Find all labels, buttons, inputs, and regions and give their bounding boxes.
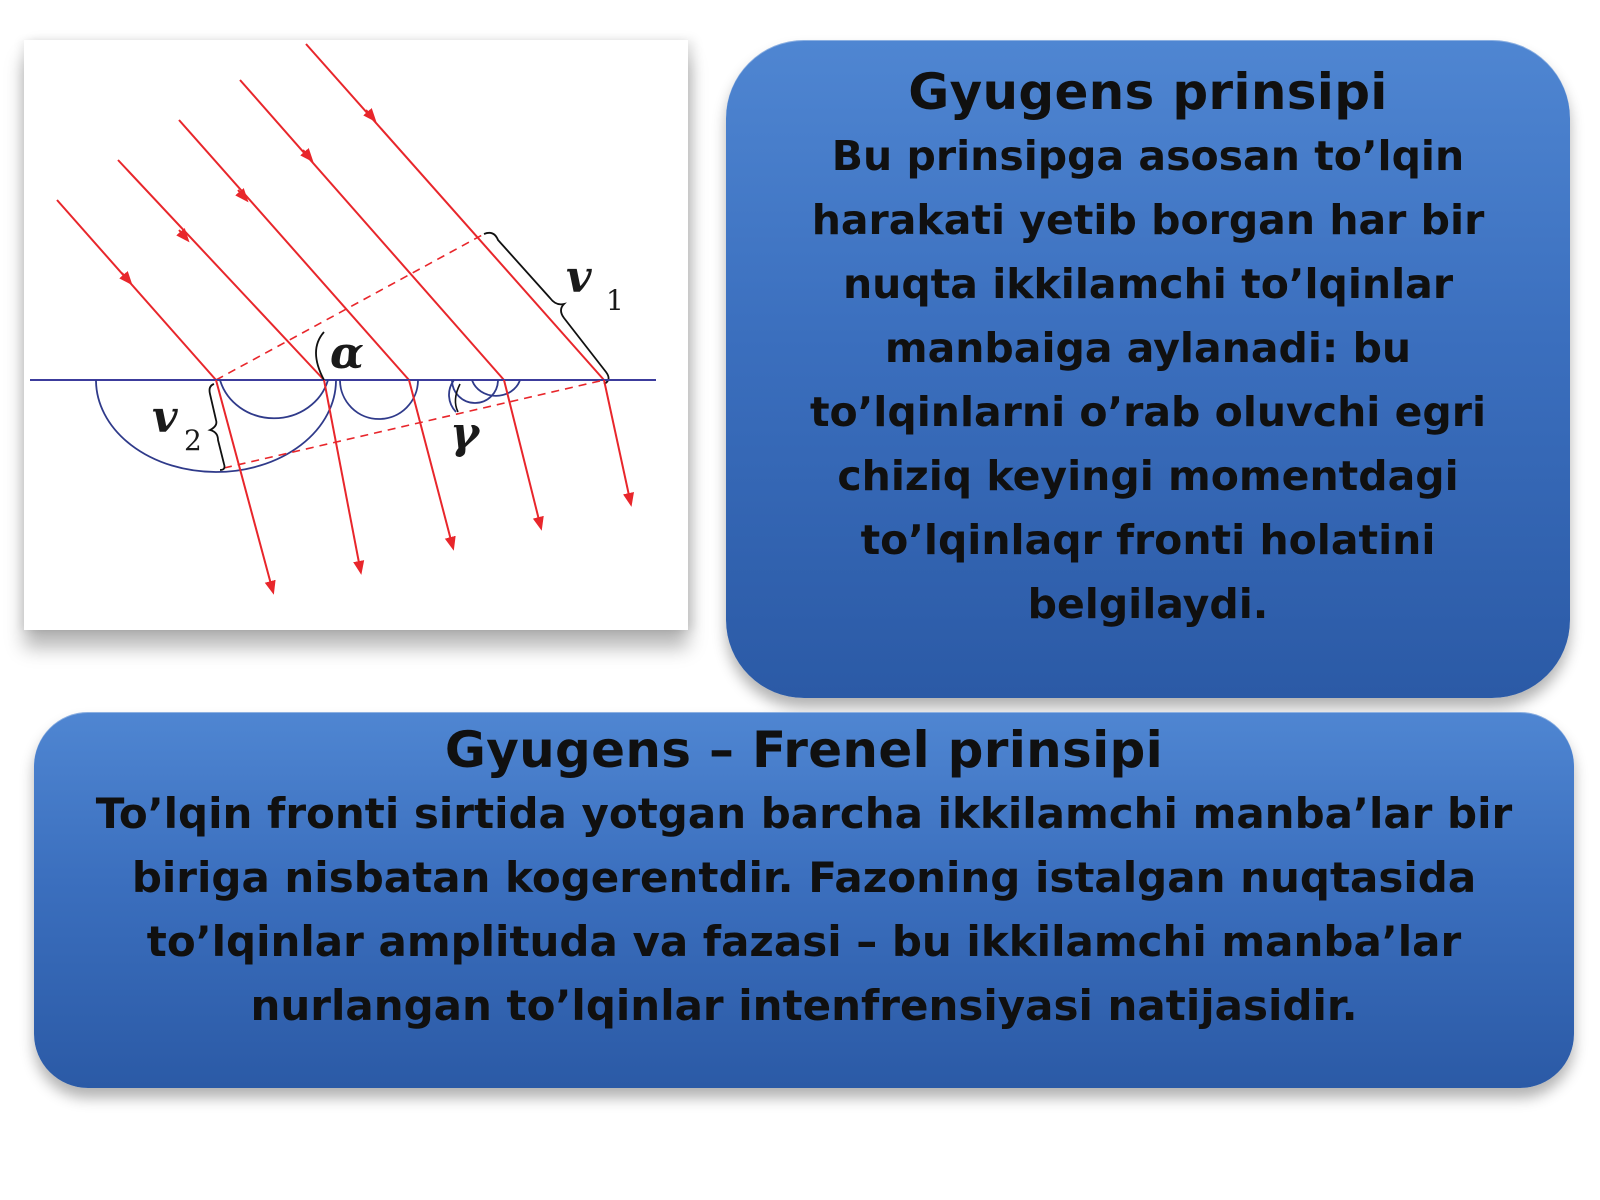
incident-ray-2 [118, 160, 324, 380]
label-gamma: γ [450, 408, 480, 459]
v2-brace [210, 384, 225, 470]
huygens-text: Bu prinsipga asosan to’lqin harakati yetib borgan har bir nuqta ikkilamchi to’lqinlar manbaiga aylanadi: bu to’lqinlarni o’rab oluvchi egri chiziq keyingi momentdagi to’lqinlaqr fronti holatini belgilaydi. [809, 132, 1487, 628]
refracted-ray-5 [604, 380, 630, 500]
refracted-rays [216, 380, 630, 588]
incident-ray-1 [57, 200, 216, 380]
label-alpha: α [330, 328, 364, 379]
refraction-diagram [24, 40, 688, 630]
huygens-title: Gyugens prinsipi [908, 63, 1388, 121]
label-v2-sub: 2 [184, 424, 202, 457]
huygens-fresnel-title: Gyugens – Frenel prinsipi [444, 721, 1164, 779]
incident-ray-4 [240, 80, 504, 380]
wavelet-4 [452, 380, 498, 403]
wavelet-3 [340, 380, 418, 419]
wavelet-2 [220, 380, 328, 418]
huygens-fresnel-principle-box [34, 712, 1574, 1088]
refraction-diagram-svg [24, 40, 688, 630]
refracted-ray-2 [324, 380, 360, 568]
label-v1: v [566, 252, 592, 303]
refracted-wavefront [224, 380, 604, 468]
huygens-principle-box [726, 40, 1570, 698]
refracted-ray-4 [504, 380, 540, 524]
label-v2: v [152, 392, 178, 443]
huygens-fresnel-text: To’lqin fronti sirtida yotgan barcha ikkilamchi manba’lar bir biriga nisbatan kogerentdir. Fazoning istalgan nuqtasida to’lqinlar amplituda va fazasi – bu ikkilamchi manba’lar nurlangan to’lqinlar intenfrensiyasi natijasidir. [95, 789, 1513, 1030]
incident-ray-3 [179, 120, 409, 380]
refracted-ray-1 [216, 380, 272, 588]
refracted-ray-3 [409, 380, 452, 544]
label-v1-sub: 1 [606, 284, 624, 317]
arrow-icon [122, 273, 128, 280]
